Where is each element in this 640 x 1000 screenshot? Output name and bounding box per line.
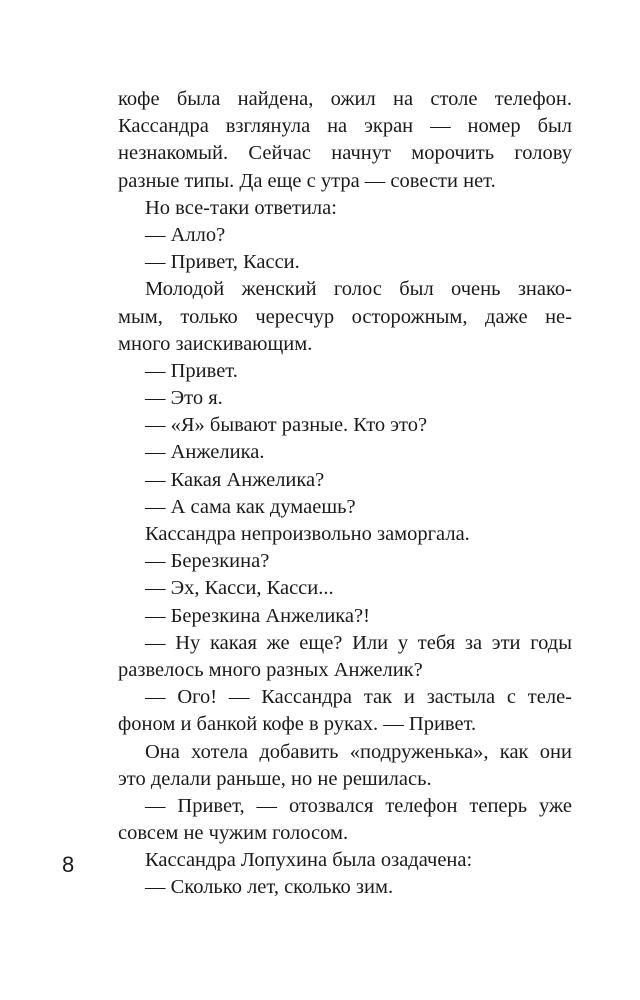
text-line: Но все-таки ответила: xyxy=(145,196,337,219)
text-line: Кассандра непроизвольно заморгала. xyxy=(145,523,470,545)
text-line: — Эх, Касси, Касси... xyxy=(145,577,334,600)
text-line: — «Я» бывают разные. Кто это? xyxy=(145,414,428,437)
text-line: — Алло? xyxy=(145,223,226,246)
text-line: — Анжелика. xyxy=(145,441,265,464)
text-line: Она хотела добавить «подруженька», как они xyxy=(145,740,572,763)
text-line: кофе была найдена, ожил на столе телефон. xyxy=(118,88,572,110)
text-line: Кассандра Лопухина была озадачена: xyxy=(145,849,473,872)
text-line: мым, только чересчур осторожным, даже не- xyxy=(118,305,572,328)
body-text xyxy=(118,86,572,902)
text-line: много заискивающим. xyxy=(118,332,313,355)
text-line: фоном и банкой кофе в руках. — Привет. xyxy=(118,713,477,736)
page-number: 8 xyxy=(62,852,75,877)
text-line: — Привет. xyxy=(145,359,238,382)
text-line: — Ну какая же еще? Или у тебя за эти годы xyxy=(145,631,572,654)
text-line: это делали раньше, но не решилась. xyxy=(118,767,432,790)
text-line: — Ого! — Кассандра так и застыла с теле- xyxy=(145,686,572,709)
text-line: — Березкина? xyxy=(145,550,270,573)
text-line: — Березкина Анжелика?! xyxy=(145,604,370,627)
text-line: — Сколько лет, сколько зим. xyxy=(145,876,394,899)
text-line: Молодой женский голос был очень знако- xyxy=(145,278,572,301)
text-line: незнакомый. Сейчас начнут морочить голову xyxy=(118,142,572,165)
text-line: — Какая Анжелика? xyxy=(145,468,325,491)
text-line: разные типы. Да еще с утра — совести нет. xyxy=(118,169,496,192)
text-line: — Привет, — отозвался телефон теперь уже xyxy=(145,794,572,817)
text-line: — Это я. xyxy=(145,387,223,410)
text-line: — А сама как думаешь? xyxy=(145,495,356,518)
text-line: Кассандра взглянула на экран — номер был xyxy=(118,115,572,138)
text-line: развелось много разных Анжелик? xyxy=(118,658,423,681)
text-line: совсем не чужим голосом. xyxy=(118,822,349,845)
text-line: — Привет, Касси. xyxy=(145,251,300,274)
